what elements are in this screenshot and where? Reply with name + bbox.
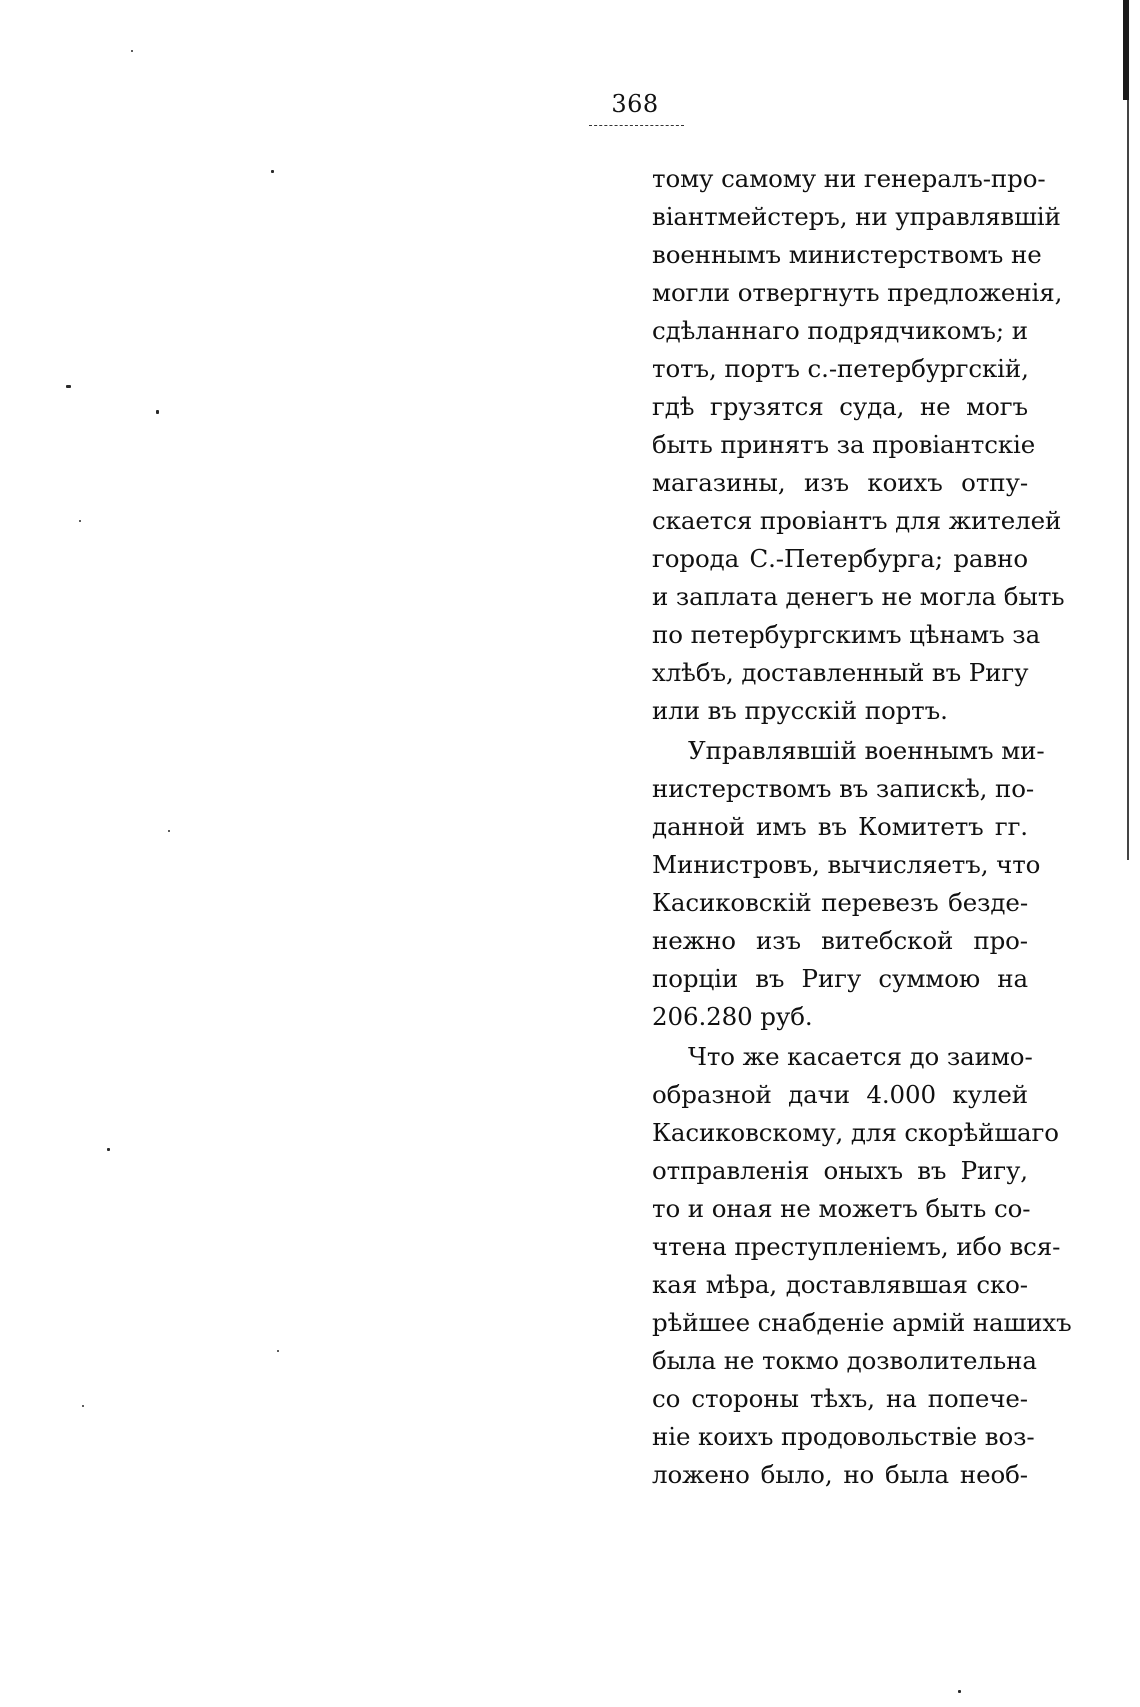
- text-line: Касиковскому, для скорѣйшаго: [652, 1118, 1059, 1147]
- text-line: кая мѣра, доставлявшая ско-: [652, 1270, 1028, 1299]
- text-line: образной дачи 4.000 кулей: [652, 1080, 1028, 1109]
- text-line: тотъ, портъ с.-петербургскій,: [652, 354, 1029, 383]
- binding-edge: [1127, 100, 1129, 860]
- text-line: віантмейстеръ, ни управлявшій: [652, 202, 1061, 231]
- text-line: была не токмо дозволительна: [652, 1346, 1037, 1375]
- text-line: тому самому ни генералъ-про-: [652, 164, 1046, 193]
- text-line: могли отвергнуть предложенія,: [652, 278, 1063, 307]
- text-line: порціи въ Ригу суммою на: [652, 964, 1028, 993]
- scan-speck: [107, 1148, 110, 1151]
- text-line: со стороны тѣхъ, на попече-: [652, 1384, 1028, 1413]
- binding-shadow: [1123, 0, 1129, 100]
- paragraph: [652, 160, 1065, 730]
- text-line: чтена преступленіемъ, ибо вся-: [652, 1232, 1061, 1261]
- text-line: сдѣланнаго подрядчикомъ; и: [652, 316, 1028, 345]
- text-line: данной имъ въ Комитетъ гг.: [652, 812, 1028, 841]
- text-line: то и оная не можетъ быть со-: [652, 1194, 1031, 1223]
- text-line: и заплата денегъ не могла быть: [652, 582, 1065, 611]
- text-line: быть принятъ за провіантскіе: [652, 430, 1036, 459]
- scan-speck: [271, 170, 274, 173]
- text-line: города С.-Петербурга; равно: [652, 544, 1028, 573]
- text-line: военнымъ министерствомъ не: [652, 240, 1042, 269]
- text-line: Министровъ, вычисляетъ, что: [652, 850, 1041, 879]
- paragraph: [652, 732, 1045, 1036]
- scan-speck: [131, 50, 133, 52]
- text-line: отправленія оныхъ въ Ригу,: [652, 1156, 1028, 1185]
- scan-speck: [66, 385, 71, 388]
- scan-speck: [79, 520, 81, 522]
- text-line: или въ прусскій портъ.: [652, 696, 948, 725]
- text-line: по петербургскимъ цѣнамъ за: [652, 620, 1041, 649]
- scan-speck: [82, 1405, 84, 1407]
- text-line: нистерствомъ въ запискѣ, по-: [652, 774, 1035, 803]
- page-number: 368: [611, 90, 659, 118]
- scan-speck: [958, 1690, 961, 1693]
- text-line: рѣйшее снабденіе армій нашихъ: [652, 1308, 1072, 1337]
- text-line: ложено было, но была необ-: [652, 1460, 1028, 1489]
- text-line: скается провіантъ для жителей: [652, 506, 1062, 535]
- page-number-rule: [589, 125, 684, 126]
- text-line: Что же касается до заимо-: [688, 1042, 1033, 1071]
- text-line: Управлявшій военнымъ ми-: [688, 736, 1045, 765]
- text-line: ніе коихъ продовольствіе воз-: [652, 1422, 1035, 1451]
- paragraph: [652, 1038, 1072, 1494]
- scan-speck: [156, 410, 159, 414]
- text-line: 206.280 руб.: [652, 1002, 813, 1031]
- text-line: хлѣбъ, доставленный въ Ригу: [652, 658, 1029, 687]
- text-line: гдѣ грузятся суда, не могъ: [652, 392, 1028, 421]
- text-line: магазины, изъ коихъ отпу-: [652, 468, 1028, 497]
- text-column: [652, 160, 1072, 1494]
- scan-speck: [277, 1350, 279, 1352]
- text-line: Касиковскій перевезъ безде-: [652, 888, 1028, 917]
- scan-speck: [168, 830, 170, 832]
- text-line: нежно изъ витебской про-: [652, 926, 1028, 955]
